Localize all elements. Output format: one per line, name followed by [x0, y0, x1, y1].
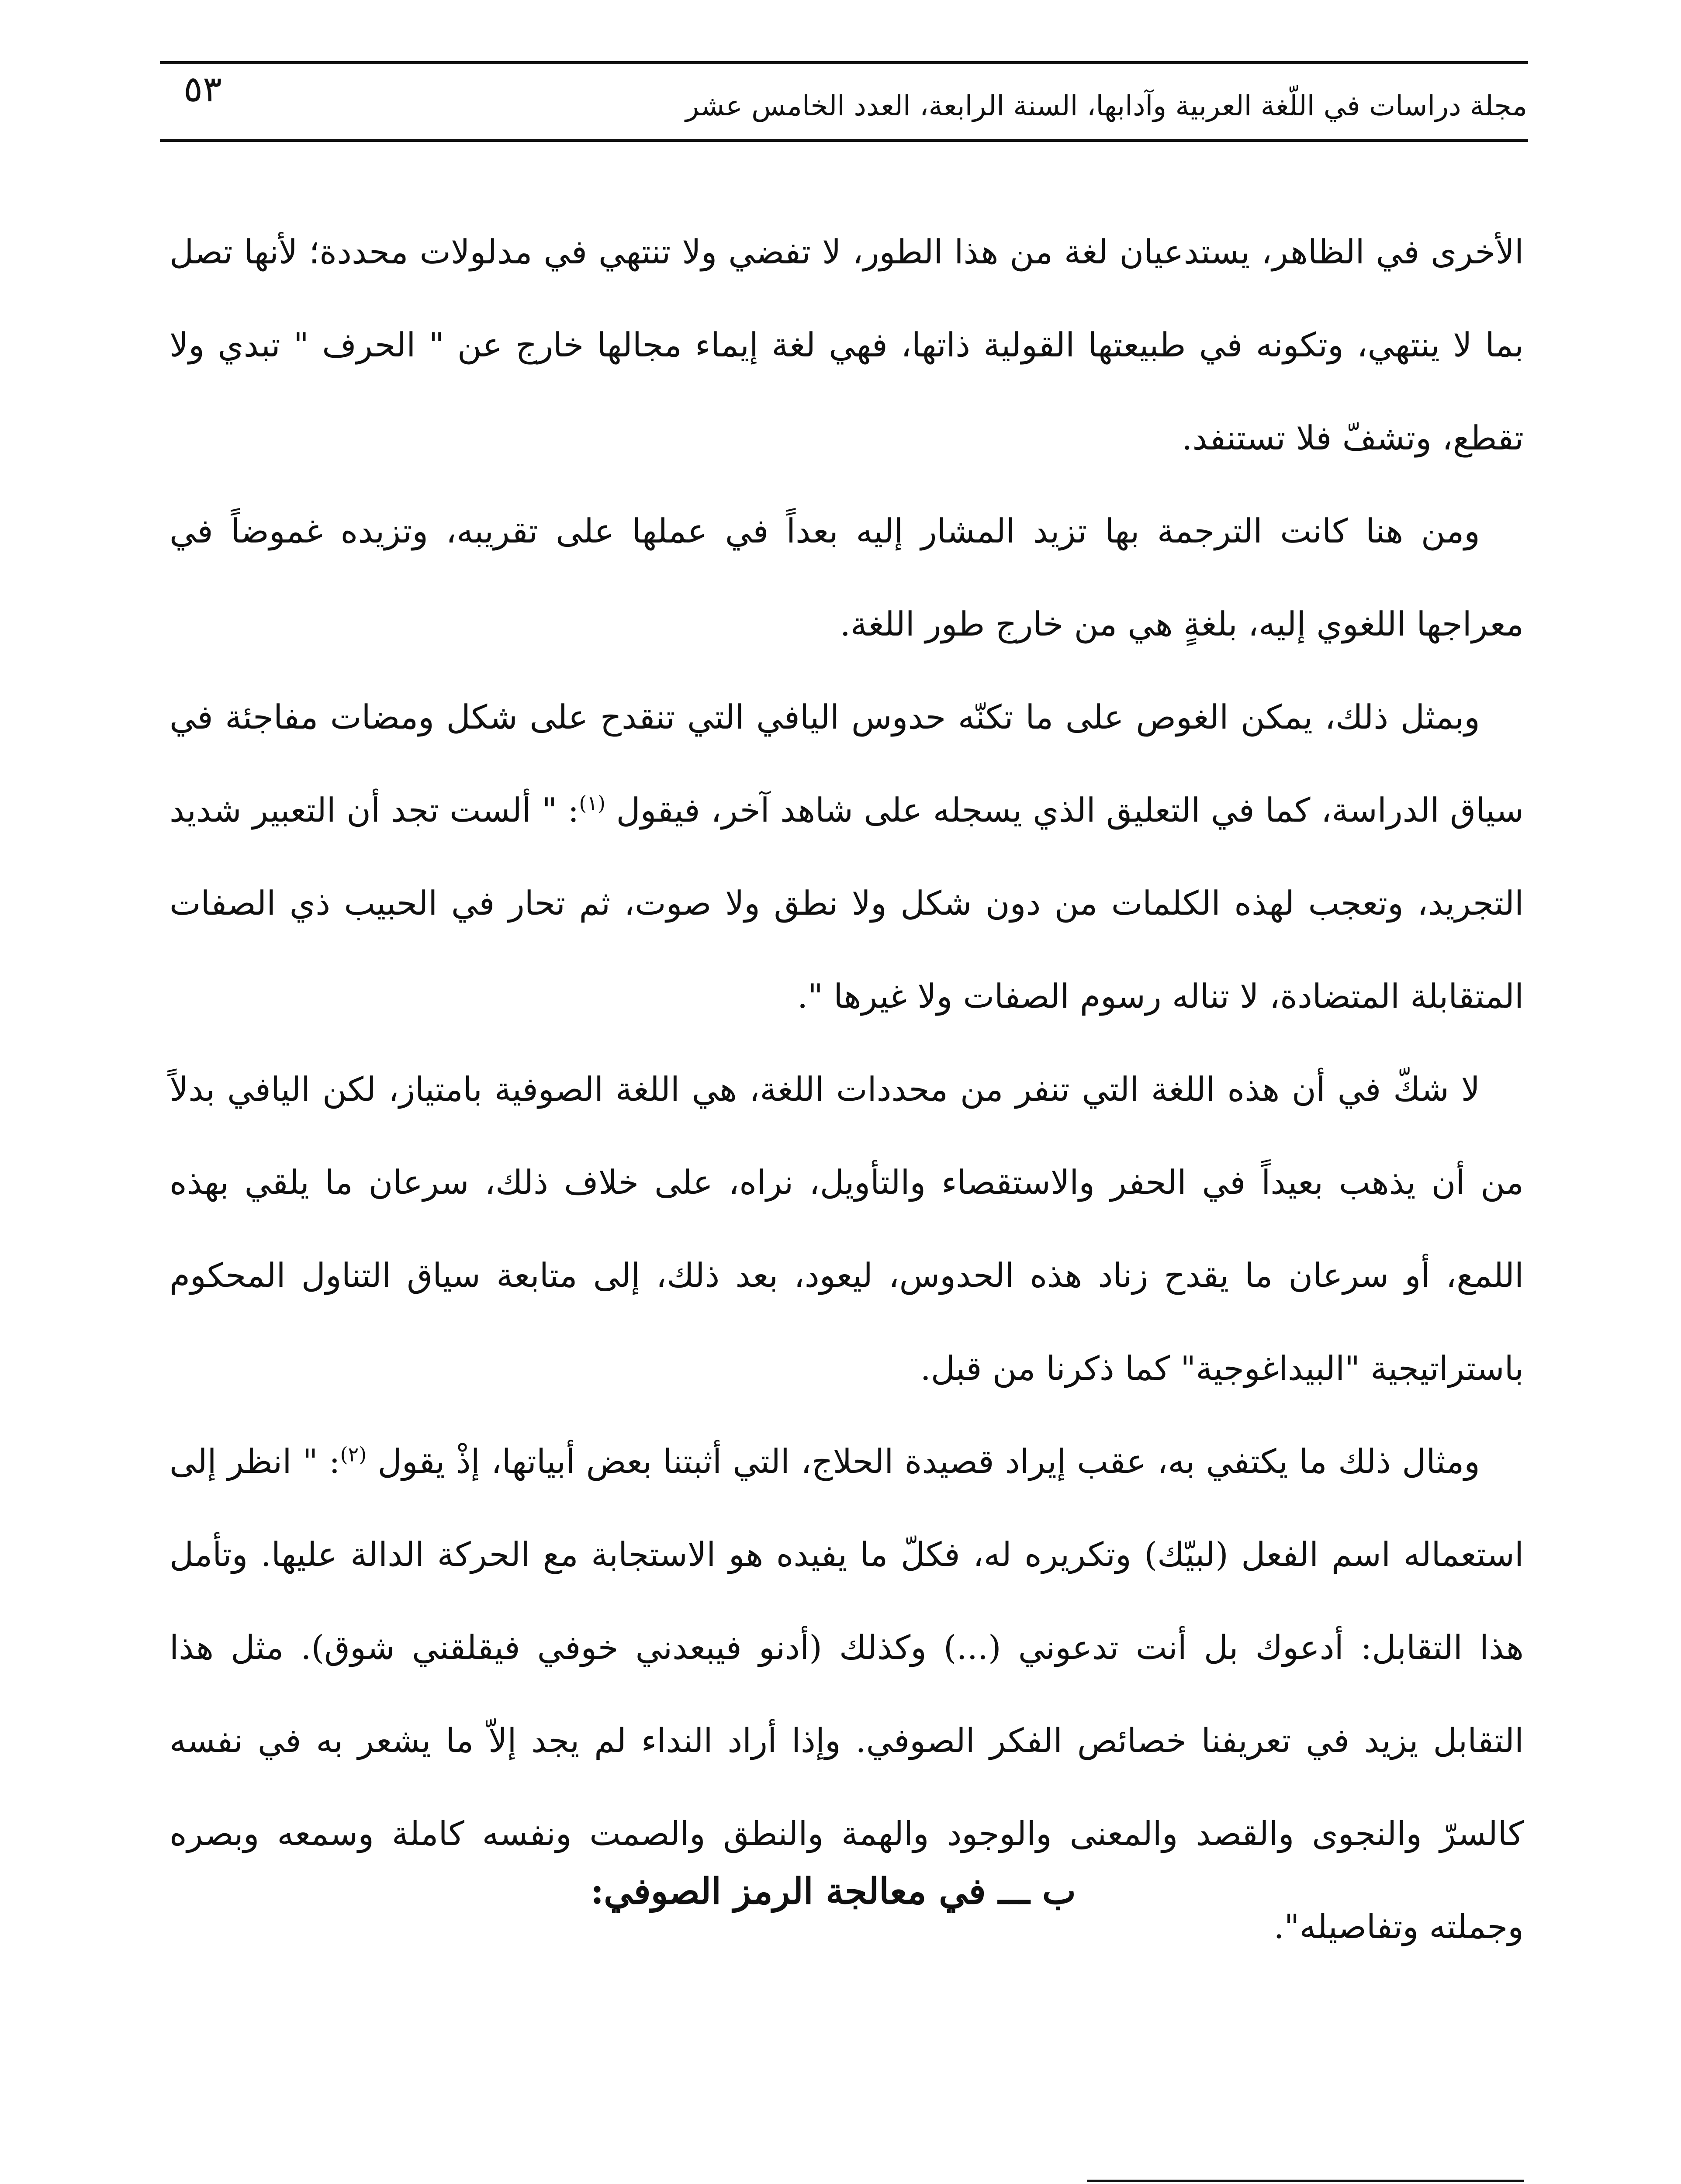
paragraph-3-text-start: وبمثل ذلك، يمكن الغوص على ما تكنّه حدوس اليافي التي تنقدح على شكل ومضات مفاجئة في سياق الدراسة، كما في التعليق الذي يسجله على شاهد آخر، فيقول	[169, 698, 1524, 829]
body-text	[169, 205, 1524, 1973]
paragraph-5-text-end: : " انظر إلى استعماله اسم الفعل (لبيّك) وتكريره له، فكلّ ما يفيده هو الاستجابة مع الحركة الدالة عليها. وتأمل هذا التقابل: أدعوك بل أنت تدعوني (...) وكذلك (أدنو فيبعدني خوفي فيقلقني شوق). مثل هذا التقابل يزيد في تعريفنا خصائص الفكر الصوفي. وإذا أراد النداء لم يجد إلاّ ما يشعر به في نفسه كالسرّ والنجوى والقصد والمعنى والوجود والهمة والنطق والصمت ونفسه كاملة وسمعه وبصره وجملته وتفاصيله".	[169, 1442, 1524, 1946]
paragraph-1: الأخرى في الظاهر، يستدعيان لغة من هذا الطور، لا تفضي ولا تنتهي في مدلولات محددة؛ لأنها تصل بما لا ينتهي، وتكونه في طبيعتها القولية ذاتها، فهي لغة إيماء مجالها خارج عن " الحرف " تبدي ولا تقطع، وتشفّ فلا تستنفد.	[169, 232, 1524, 457]
paragraph-3	[169, 670, 1524, 1043]
footnote-reference-1: (١)	[579, 791, 605, 815]
paragraph-2: ومن هنا كانت الترجمة بها تزيد المشار إليه بعداً في عملها على تقريبه، وتزيده غموضاً في معراجها اللغوي إليه، بلغةٍ هي من خارج طور اللغة.	[169, 511, 1524, 643]
footnote-separator	[1087, 2180, 1524, 2182]
header-top-rule	[160, 61, 1528, 64]
footnote-reference-2: (٢)	[340, 1442, 367, 1466]
journal-header-title: مجلة دراسات في اللّغة العربية وآدابها، السنة الرابعة، العدد الخامس عشر	[685, 90, 1527, 122]
paragraph-3-text-end: : " ألست تجد أن التعبير شديد التجريد، وتعجب لهذه الكلمات من دون شكل ولا نطق ولا صوت، ثم تحار في الحبيب ذي الصفات المتقابلة المتضادة، لا تناله رسوم الصفات ولا غيرها ".	[169, 791, 1524, 1016]
section-heading: ب ـــ في معالجة الرمز الصوفي:	[590, 1870, 1076, 1912]
paragraph-5-text-start: ومثال ذلك ما يكتفي به، عقب إيراد قصيدة الحلاج، التي أثبتنا بعض أبياتها، إذْ يقول	[367, 1442, 1480, 1481]
header-bottom-rule	[160, 139, 1528, 142]
paragraph-4: لا شكّ في أن هذه اللغة التي تنفر من محددات اللغة، هي اللغة الصوفية بامتياز، لكن اليافي بدلاً من أن يذهب بعيداً في الحفر والاستقصاء والتأويل، نراه، على خلاف ذلك، سرعان ما يلقي بهذه اللمع، أو سرعان ما يقدح زناد هذه الحدوس، ليعود، بعد ذلك، إلى متابعة سياق التناول المحكوم باستراتيجية "البيداغوجية" كما ذكرنا من قبل.	[169, 1070, 1524, 1388]
page-number: ٥٣	[183, 69, 222, 110]
